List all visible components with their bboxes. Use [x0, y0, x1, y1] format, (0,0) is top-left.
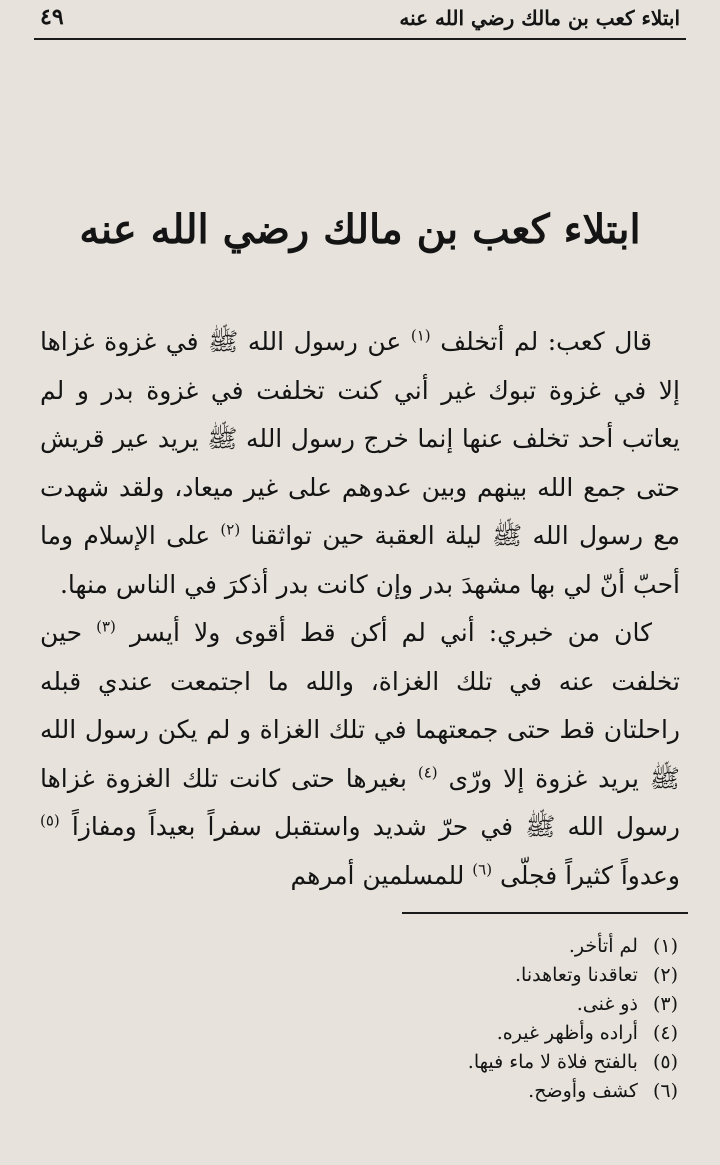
paragraph-2-part-1: كان من خبري: أني لم أكن قط أقوى ولا أيسر	[129, 618, 652, 647]
footnote-number: (٥)	[652, 1051, 678, 1073]
footnote-item	[58, 932, 678, 961]
paragraph-2-part-2: حين تخلفت عنه في تلك الغزاة، والله ما اجتمعت عندي قبله راحلتان قط حتى جمعتهما في تلك الغزاة و لم يكن رسول الله ﷺ يريد غزوة إلا ورّى	[40, 618, 681, 793]
footnote-item	[58, 1048, 678, 1077]
footnote-item	[58, 990, 678, 1019]
page-number: ٤٩	[40, 4, 64, 30]
footnote-item	[58, 1077, 678, 1106]
footnote-marker-1: (١)	[410, 326, 431, 345]
paragraph-2-part-4: وعدواً كثيراً فجلّى	[500, 860, 680, 890]
paragraph-2	[40, 609, 680, 900]
paragraph-1-part-1: قال كعب: لم أتخلف	[440, 327, 652, 356]
footnote-number: (٤)	[652, 1022, 678, 1044]
footnote-text: لم أتأخر.	[568, 935, 638, 957]
footnote-text: أراده وأظهر غيره.	[496, 1022, 638, 1044]
body-text	[40, 318, 680, 900]
footnote-marker-3: (٣)	[96, 617, 116, 636]
footnote-number: (١)	[652, 935, 678, 957]
paragraph-2-part-5: للمسلمين أمرهم	[290, 860, 465, 890]
chapter-title: ابتلاء كعب بن مالك رضي الله عنه	[79, 206, 641, 253]
footnotes	[58, 932, 678, 1106]
running-header-title: ابتلاء كعب بن مالك رضي الله عنه	[399, 6, 680, 30]
footnote-item	[58, 1019, 678, 1048]
footnote-number: (٦)	[652, 1080, 678, 1102]
footnote-marker-6: (٦)	[472, 860, 493, 879]
footnote-marker-2: (٢)	[220, 520, 241, 539]
paragraph-2-part-3: بغيرها حتى كانت تلك الغزوة غزاها رسول الله ﷺ في حرّ شديد واستقبل سفراً بعيداً ومفازاً	[40, 763, 681, 841]
footnote-divider	[402, 912, 688, 914]
paragraph-1	[40, 318, 680, 609]
paragraph-1-part-3: على الإسلام وما أحبّ أنّ لي بها مشهدَ بدر وإن كانت بدر أذكرَ في الناس منها.	[40, 521, 680, 599]
paragraph-1-part-2: عن رسول الله ﷺ في غزوة غزاها إلا في غزوة تبوك غير أني كنت تخلفت في غزوة بدر و لم يعاتب أحد تخلف عنها إنما خرج رسول الله ﷺ يريد عير قريش حتى جمع الله بينهم وبين عدوهم على غير ميعاد، ولقد شهدت مع رسول الله ﷺ ليلة العقبة حين تواثقنا	[40, 327, 680, 550]
footnote-number: (٣)	[652, 993, 678, 1015]
header-divider	[34, 38, 686, 40]
footnote-text: تعاقدنا وتعاهدنا.	[515, 964, 638, 986]
footnote-number: (٢)	[652, 964, 678, 986]
footnote-text: بالفتح فلاة لا ماء فيها.	[467, 1051, 638, 1073]
footnote-text: كشف وأوضح.	[528, 1080, 638, 1102]
footnote-text: ذو غنى.	[576, 993, 638, 1015]
footnote-item	[58, 961, 678, 990]
footnote-marker-5: (٥)	[40, 811, 60, 830]
footnote-marker-4: (٤)	[417, 763, 438, 782]
